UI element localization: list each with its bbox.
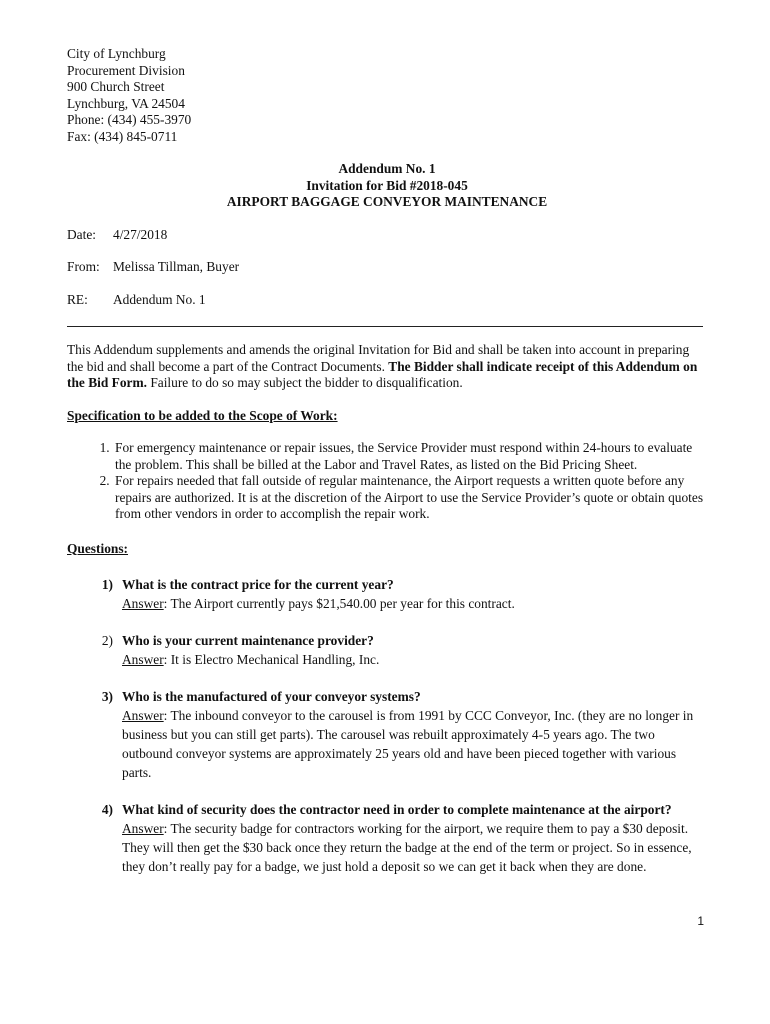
answer-text	[122, 706, 707, 782]
question-body	[113, 687, 707, 782]
question-body	[113, 631, 707, 669]
answer-text	[122, 650, 707, 669]
answer-label: Answer	[122, 652, 164, 667]
question-item-4	[67, 800, 707, 876]
answer-text	[122, 594, 707, 613]
address-line-fax: Fax: (434) 845-0711	[67, 128, 178, 144]
question-item-1	[67, 575, 707, 613]
re-row	[67, 292, 707, 309]
address-line-division: Procurement Division	[67, 62, 185, 78]
answer-content: : The Airport currently pays $21,540.00 per year for this contract.	[163, 596, 515, 611]
answer-label: Answer	[122, 821, 164, 836]
sender-address-block	[67, 46, 707, 145]
questions-heading: Questions:	[67, 540, 129, 556]
answer-label: Answer	[122, 708, 164, 723]
from-row	[67, 259, 707, 276]
answer-text	[122, 819, 707, 876]
from-label: From:	[67, 259, 100, 274]
question-text: Who is your current maintenance provider?	[122, 633, 374, 648]
question-number: 1)	[101, 577, 113, 592]
question-text: Who is the manufactured of your conveyor systems?	[122, 689, 421, 704]
specification-list	[67, 440, 707, 523]
address-line-phone: Phone: (434) 455-3970	[67, 112, 192, 127]
from-value: Melissa Tillman, Buyer	[113, 259, 240, 274]
question-number: 3)	[101, 689, 113, 704]
address-line-city-state-zip: Lynchburg, VA 24504	[67, 95, 185, 111]
intro-text-2: Failure to do so may subject the bidder to disqualification.	[146, 375, 463, 390]
answer-label: Answer	[122, 596, 164, 611]
addendum-title: Addendum No. 1	[338, 161, 436, 176]
address-line-street: 900 Church Street	[67, 79, 165, 94]
specification-item: 2. For repairs needed that fall outside of regular maintenance, the Airport requests a written quote before any repairs are authorized. It is at the discretion of the Airport to use the Service Provider’s quote or obtain quotes from other vendors in order to accomplish the repair work.	[113, 473, 707, 523]
question-number: 4)	[101, 802, 113, 817]
question-number: 2)	[101, 633, 113, 648]
answer-content: : The inbound conveyor to the carousel is from 1991 by CCC Conveyor, Inc. (they are no longer in business but you can still get parts). The carousel was rebuilt approximately 4-5 years ago. The two outbound conveyor systems are approximately 25 years old and have been pieced together with various parts.	[122, 708, 694, 780]
specification-heading: Specification to be added to the Scope of Work:	[67, 407, 338, 423]
question-item-3	[67, 687, 707, 782]
answer-content: : The security badge for contractors working for the airport, we require them to pay a $30 deposit. They will then get the $30 back once they return the badge at the end of the term or project. So in essence, they don’t really pay for a badge, we just hold a deposit so we can get it back when they are done.	[122, 821, 692, 874]
re-value: Addendum No. 1	[113, 291, 206, 307]
document-title-block	[67, 161, 707, 211]
question-body	[113, 800, 707, 876]
intro-bold-text: The Bidder shall indicate receipt of this Addendum on the Bid Form.	[67, 358, 698, 390]
date-row	[67, 227, 707, 244]
invitation-title: Invitation for Bid #2018-045	[306, 177, 468, 193]
answer-content: : It is Electro Mechanical Handling, Inc.	[163, 652, 380, 667]
intro-text-1: This Addendum supplements and amends the original Invitation for Bid and shall be taken into account in preparing the bid and shall become a part of the Contract Documents.	[67, 342, 690, 374]
date-label: Date:	[67, 226, 96, 242]
page-number: 1	[697, 914, 704, 928]
address-line-city: City of Lynchburg	[67, 46, 166, 61]
project-title: AIRPORT BAGGAGE CONVEYOR MAINTENANCE	[226, 194, 548, 209]
question-item-2	[67, 631, 707, 669]
question-text: What kind of security does the contractor need in order to complete maintenance at the airport?	[122, 802, 672, 817]
specification-item: 1. For emergency maintenance or repair issues, the Service Provider must respond within 24-hours to evaluate the problem. This shall be billed at the Labor and Travel Rates, as listed on the Bid Pricing Sheet.	[113, 440, 707, 473]
date-value: 4/27/2018	[113, 226, 168, 242]
header-divider	[67, 326, 703, 327]
question-body	[113, 575, 707, 613]
re-label: RE:	[67, 291, 88, 307]
document-page	[67, 46, 707, 876]
intro-paragraph	[67, 342, 707, 392]
question-text: What is the contract price for the current year?	[122, 577, 394, 592]
